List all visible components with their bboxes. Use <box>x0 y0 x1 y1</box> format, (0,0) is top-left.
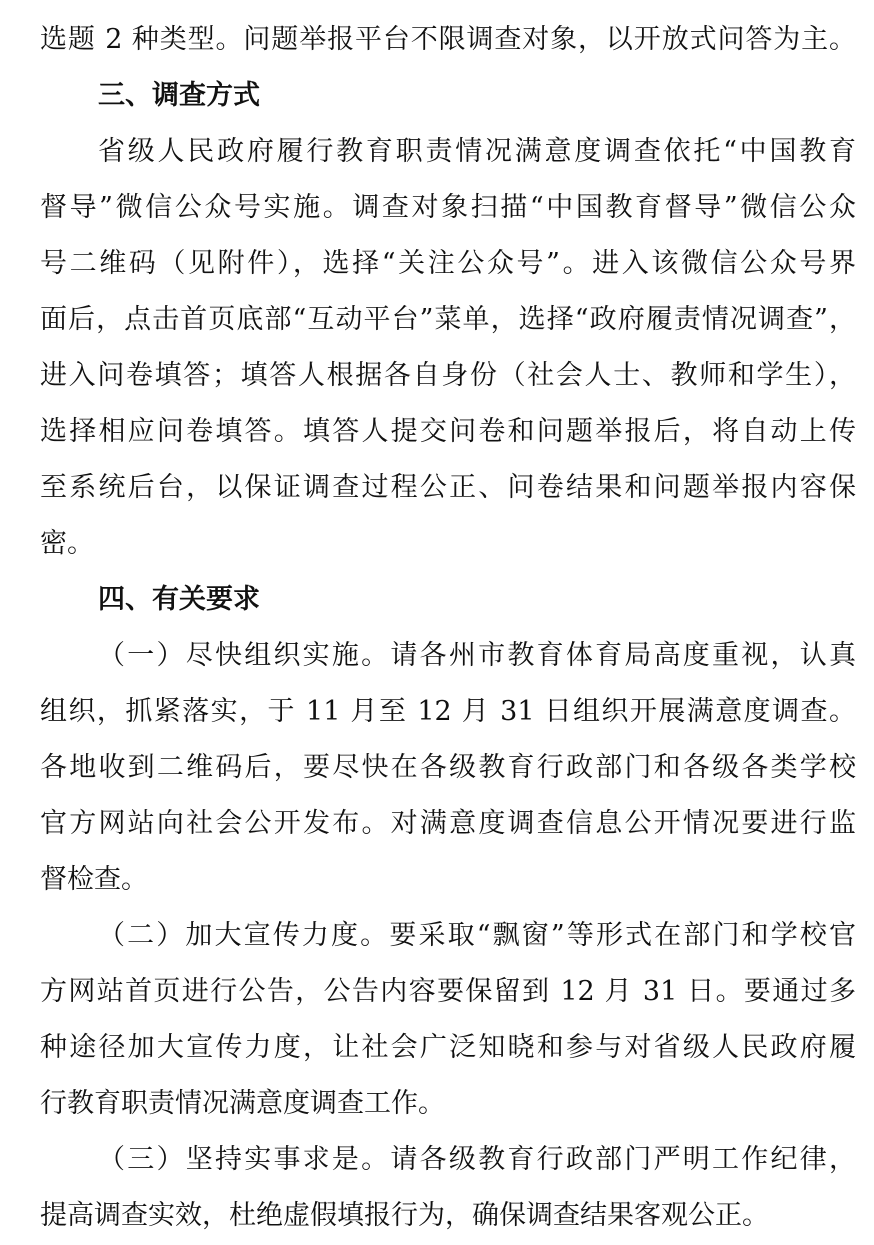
paragraph-line: 各地收到二维码后，要尽快在各级教育行政部门和各级各类学校 <box>40 752 856 783</box>
paragraph-line <box>98 636 856 676</box>
item-text: 请各州市教育体育局高度重视，认真 <box>390 640 856 671</box>
paragraph-line: 面后，点击首页底部“互动平台”菜单，选择“政府履责情况调查”， <box>40 304 856 335</box>
paragraph-line: 省级人民政府履行教育职责情况满意度调查依托“中国教育 <box>98 136 856 167</box>
paragraph-line: 组织，抓紧落实，于 11 月至 12 月 31 日组织开展满意度调查。 <box>40 696 856 727</box>
paragraph-line: 行教育职责情况满意度调查工作。 <box>40 1088 445 1119</box>
item-text: 请各级教育行政部门严明工作纪律， <box>390 1144 856 1175</box>
paragraph-line: 种途径加大宣传力度，让社会广泛知晓和参与对省级人民政府履 <box>40 1032 856 1063</box>
paragraph-line: 官方网站向社会公开发布。对满意度调查信息公开情况要进行监 <box>40 808 856 839</box>
item-title: （二）加大宣传力度。 <box>98 920 390 951</box>
paragraph-line: 选题 2 种类型。问题举报平台不限调查对象，以开放式问答为主。 <box>40 24 856 55</box>
paragraph-line: 督导”微信公众号实施。调查对象扫描“中国教育督导”微信公众 <box>40 192 856 223</box>
paragraph-line: 号二维码（见附件），选择“关注公众号”。进入该微信公众号界 <box>40 248 856 279</box>
section-heading-survey-method: 三、调查方式 <box>98 80 260 111</box>
item-title: （三）坚持实事求是。 <box>98 1144 391 1175</box>
item-title: （一）尽快组织实施。 <box>98 640 391 671</box>
paragraph-line: 至系统后台，以保证调查过程公正、问卷结果和问题举报内容保 <box>40 472 856 503</box>
paragraph-line <box>98 916 856 956</box>
paragraph-line: 密。 <box>40 528 94 559</box>
item-text: 要采取“飘窗”等形式在部门和学校官 <box>389 920 856 951</box>
paragraph-line <box>98 1140 856 1180</box>
section-heading-requirements: 四、有关要求 <box>98 584 260 615</box>
paragraph-line: 提高调查实效，杜绝虚假填报行为，确保调查结果客观公正。 <box>40 1200 769 1231</box>
paragraph-line: 选择相应问卷填答。填答人提交问卷和问题举报后，将自动上传 <box>40 416 856 447</box>
paragraph-line: 督检查。 <box>40 864 148 895</box>
paragraph-line: 方网站首页进行公告，公告内容要保留到 12 月 31 日。要通过多 <box>40 976 856 1007</box>
paragraph-line: 进入问卷填答；填答人根据各自身份（社会人士、教师和学生）， <box>40 360 856 391</box>
